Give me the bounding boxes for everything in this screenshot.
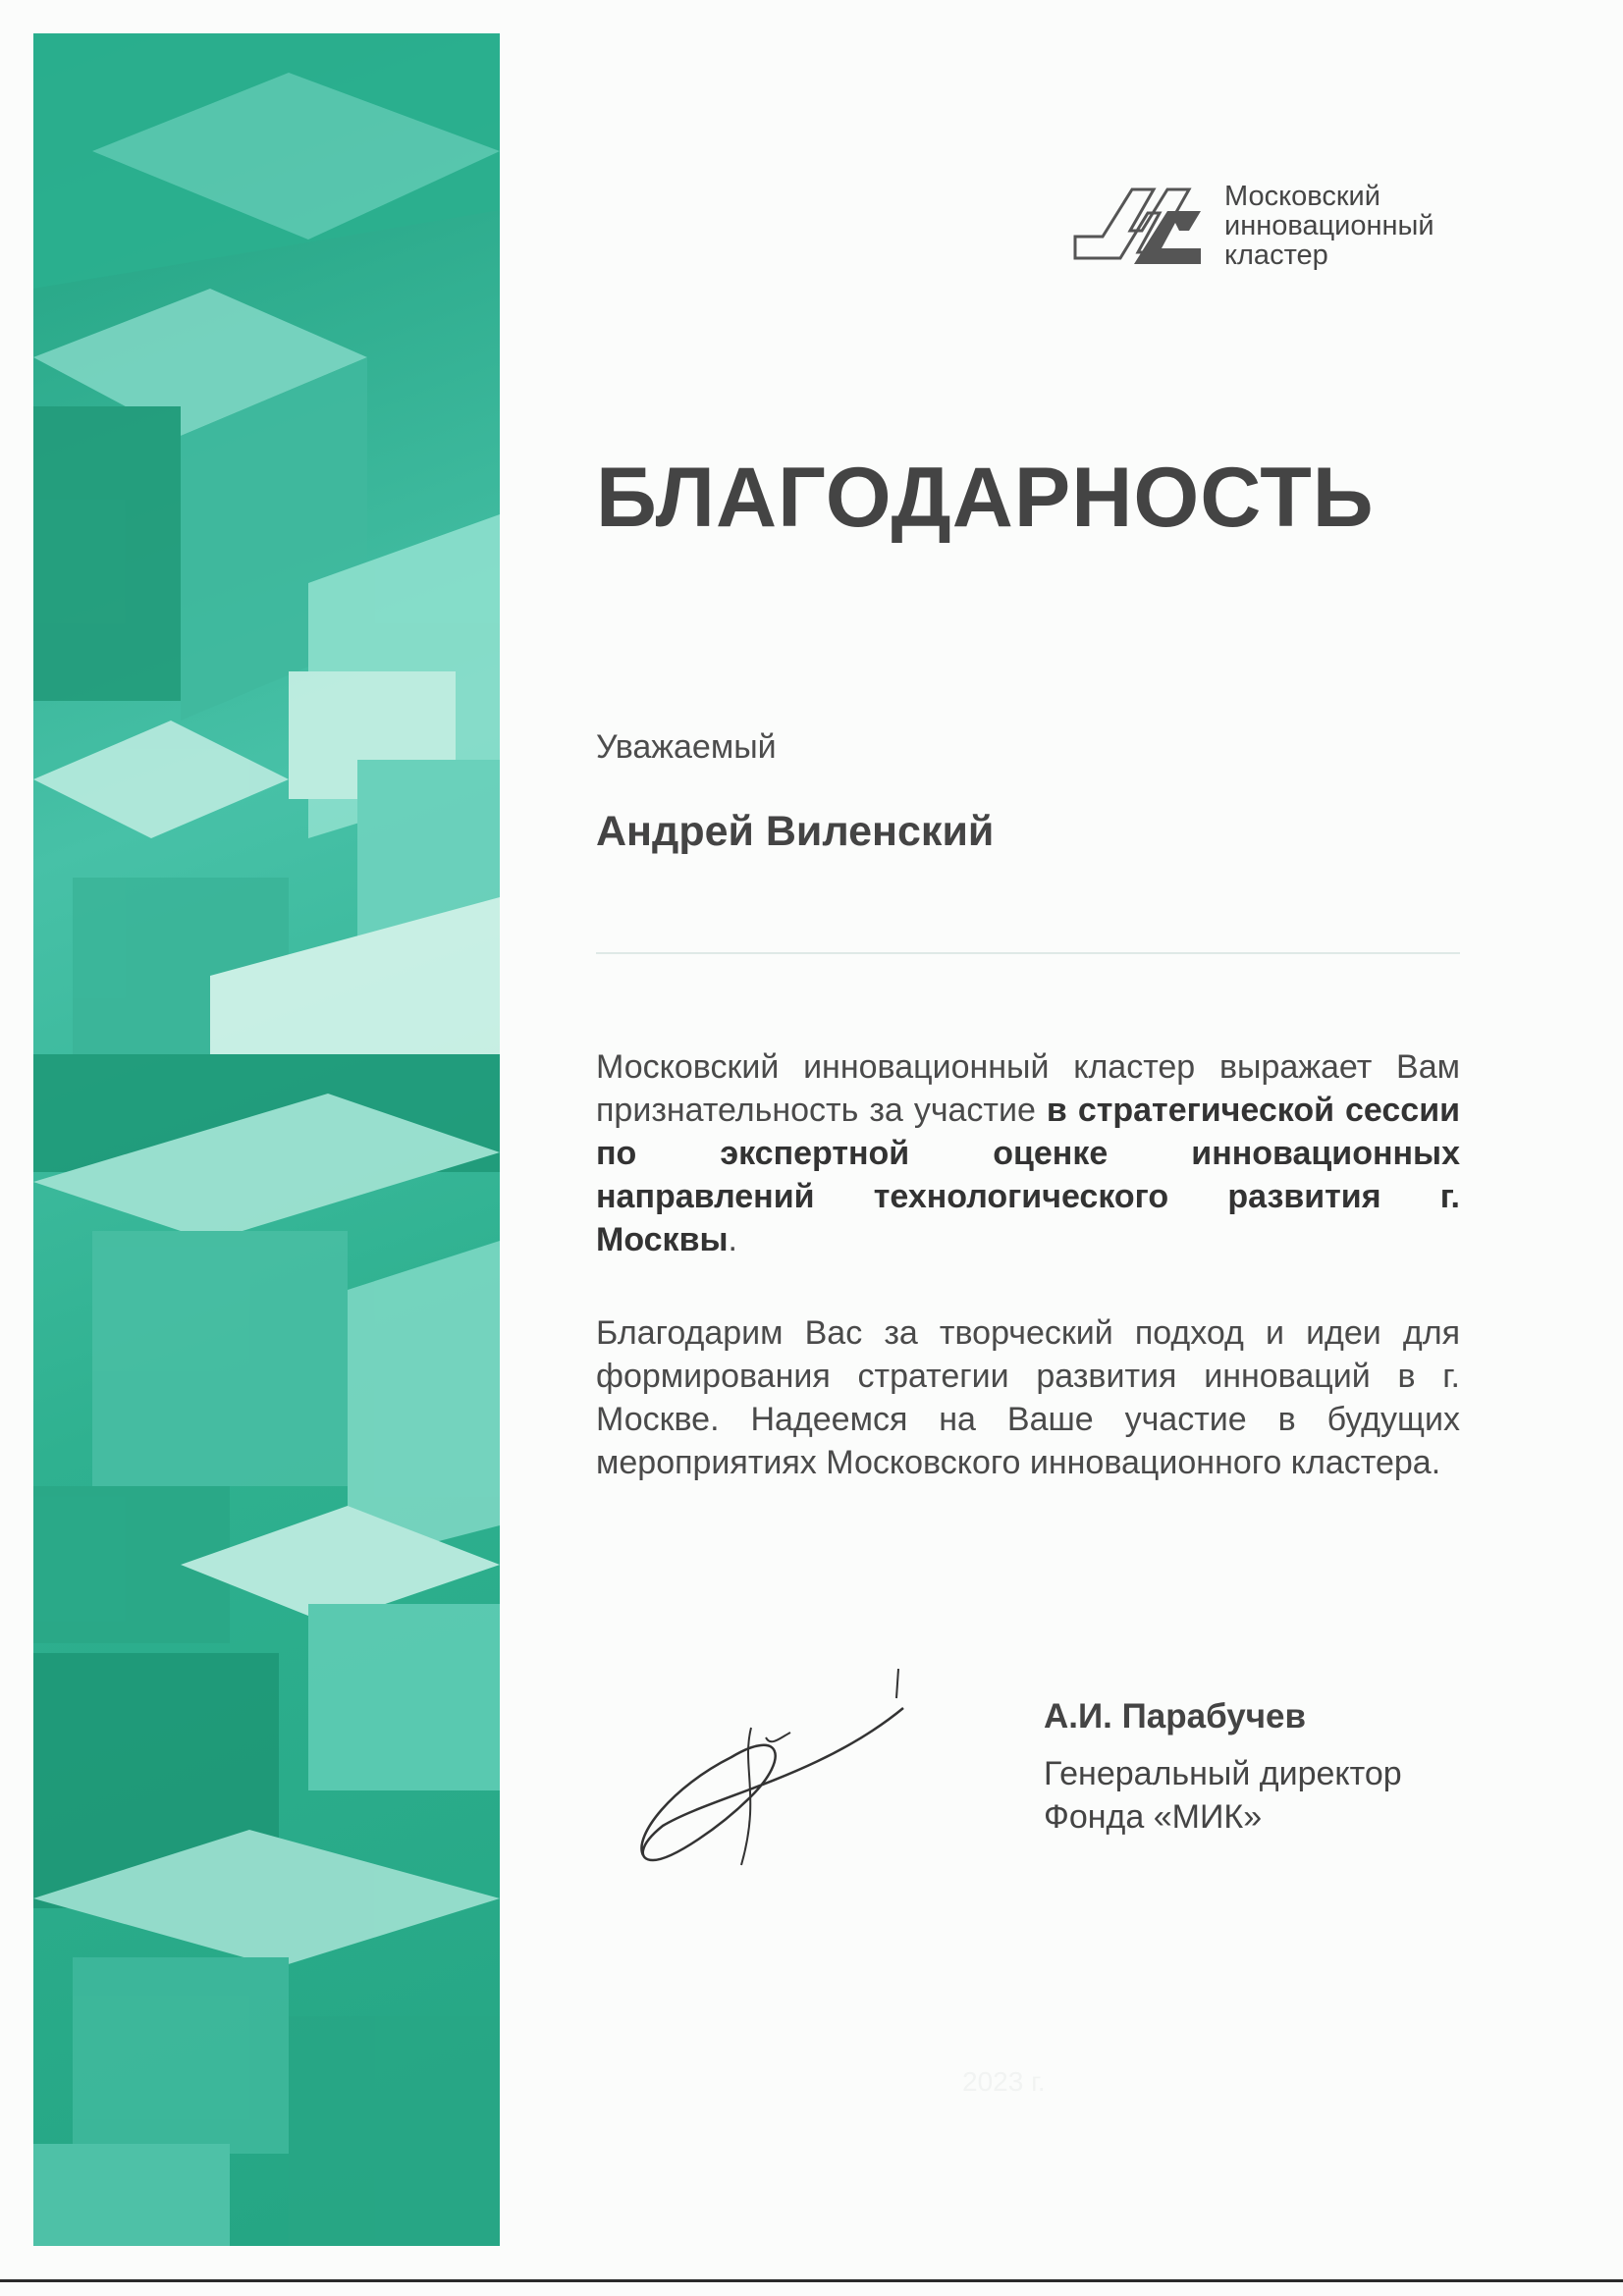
logo-line-3: кластер [1224,240,1328,271]
logo-line-1: Московский [1224,181,1380,212]
signer-block [1044,1695,1402,1839]
recipient-name: Андрей Виленский [596,808,995,855]
greeting: Уважаемый [596,728,777,766]
scan-edge-line [0,2279,1623,2282]
paragraph-intro: Московский инновационный кластер выражает Вам признательность за участие [596,1048,1460,1129]
signer-name: А.И. Парабучев [1044,1697,1306,1735]
paragraph-end: . [728,1221,737,1258]
logo [1073,182,1476,270]
cubes-pattern [33,33,500,2246]
logo-text [1224,182,1434,270]
certificate-title: БЛАГОДАРНОСТЬ [596,451,1375,545]
divider [596,952,1460,954]
logo-line-2: инновационный [1224,210,1434,241]
signer-position-line-2: Фонда «МИК» [1044,1798,1263,1836]
gratitude-paragraph [596,1045,1460,1261]
handwritten-signature [633,1669,908,1875]
thanks-paragraph: Благодарим Вас за творческий подход и идеи для формирования стратегии развития инноваций в г. Москве. Надеемся на Ваше участие в будущих мероприятиях Московского инновационного кластера. [596,1314,1460,1481]
mik-logo-icon [1073,187,1203,266]
signer-position-line-1: Генеральный директор [1044,1755,1402,1792]
decorative-band [33,33,500,2246]
year: 2023 г. [962,2066,1046,2097]
paragraph-emphasis: в стратегической сессии по экспертной оценке инновационных направлений технологического развития г. Москвы [596,1092,1461,1258]
